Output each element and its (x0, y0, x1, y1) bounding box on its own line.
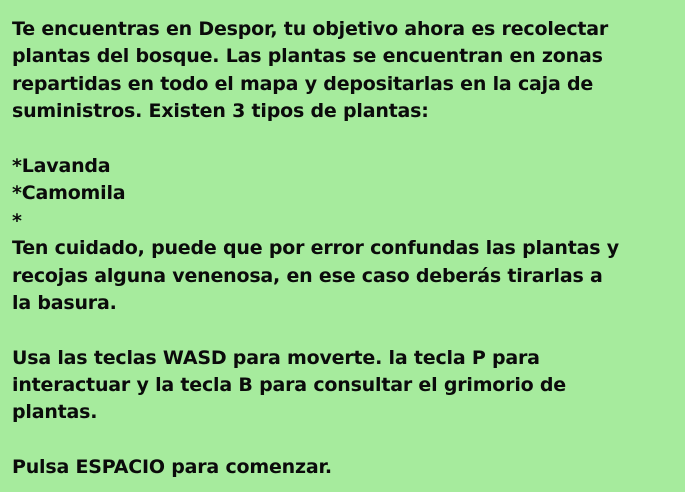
intro-line: suministros. Existen 3 tipos de plantas: (12, 100, 429, 123)
warning-line: Ten cuidado, puede que por error confundas las plantas y (12, 237, 619, 260)
controls-line: Usa las teclas WASD para moverte. la tecla P para (12, 346, 540, 369)
warning-line: recojas alguna venenosa, en ese caso deberás tirarlas a (12, 264, 603, 287)
spacer (12, 126, 682, 153)
controls-line: plantas. (12, 401, 98, 424)
controls-line: interactuar y la tecla B para consultar el grimorio de (12, 374, 566, 397)
warning-line: la basura. (12, 291, 117, 314)
plant-item-camomila: *Camomila (12, 182, 126, 205)
plant-item-lavanda: *Lavanda (12, 154, 111, 177)
intro-line: repartidas en todo el mapa y depositarlas en la caja de (12, 72, 594, 95)
spacer (12, 427, 682, 454)
plant-item-unknown: * (12, 209, 22, 232)
instructions-text (12, 16, 682, 482)
intro-line: Te encuentras en Despor, tu objetivo ahora es recolectar (12, 18, 609, 40)
spacer (12, 317, 682, 344)
start-prompt: Pulsa ESPACIO para comenzar. (12, 456, 332, 479)
intro-line: plantas del bosque. Las plantas se encuentran en zonas (12, 45, 603, 68)
